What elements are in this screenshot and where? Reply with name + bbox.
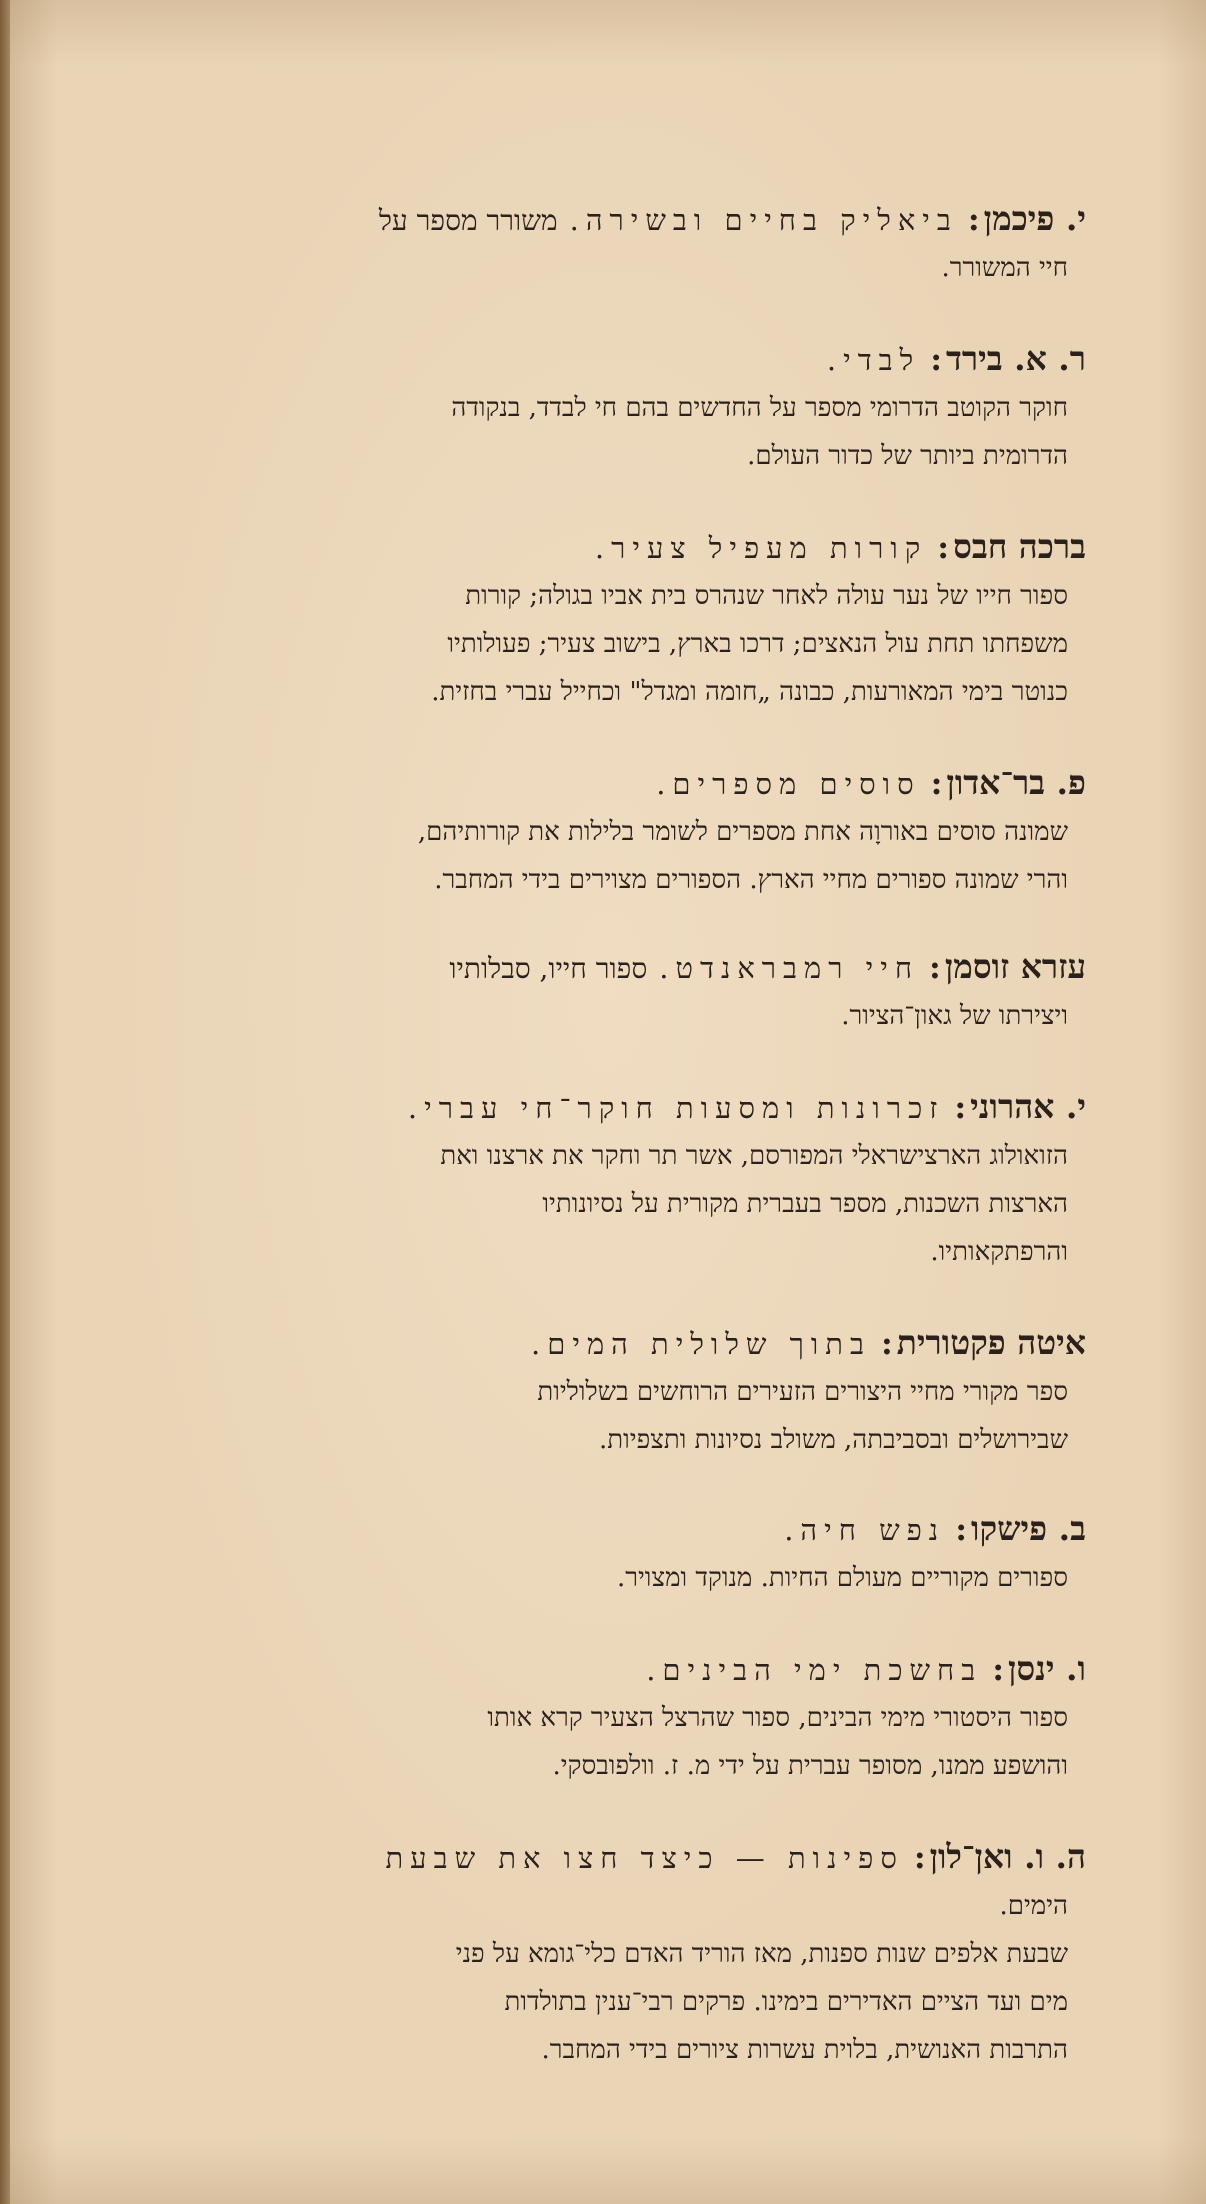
description-line: כנוטר בימי המאורעות, כבונה „חומה ומגדל" וכחייל עברי בחזית. (431, 677, 1068, 707)
catalog-list (150, 196, 1086, 2074)
entry-title: בחשכת ימי הבינים. (646, 1653, 983, 1687)
entry-description-start: משורר מספר על (378, 204, 558, 237)
entry-heading (150, 336, 1086, 384)
entry-title: ספינות — כיצד חצו את שבעת (385, 1841, 904, 1875)
entry-description (150, 1882, 1086, 2074)
entry-title: קורות מעפיל צעיר. (594, 531, 928, 565)
author-title-separator: : (880, 1324, 893, 1362)
description-line: חוקר הקוטב הדרומי מספר על החדשים בהם חי לבדד, בנקודה (451, 393, 1068, 423)
description-line: מים ועד הציים האדירים בימינו. פרקים רבי־ענין בתולדות (504, 1987, 1068, 2017)
description-line: ספורים מקוריים מעולם החיות. מנוקד ומצויר. (616, 1563, 1068, 1593)
author-title-separator: : (930, 340, 942, 378)
entry-author: ה. ו. ואן־לון (929, 1837, 1086, 1876)
catalog-entry (150, 1646, 1086, 1790)
author-title-separator: : (967, 200, 980, 238)
description-line: והרפתקאותיו. (930, 1237, 1068, 1267)
entry-heading (150, 1084, 1086, 1132)
entry-title: נפש חיה. (784, 1513, 946, 1547)
catalog-entry (150, 1506, 1086, 1602)
description-line: ספור חייו של נער עולה לאחר שנהרס בית אביו בגולה; קורות (465, 581, 1068, 611)
author-title-separator: : (929, 948, 941, 986)
description-line: הימים. (999, 1891, 1068, 1921)
entry-description (150, 244, 1086, 292)
entry-title: זכרונות ומסעות חוקר־חי עברי. (407, 1091, 945, 1125)
entry-heading (150, 196, 1086, 244)
entry-heading (150, 524, 1086, 572)
description-line: משפחתו תחת עול הנאצים; דרכו בארץ, בישוב צעיר; פעולותיו (447, 629, 1068, 659)
entry-description (150, 572, 1086, 716)
catalog-entry (150, 196, 1086, 292)
entry-description (150, 1694, 1086, 1790)
entry-description (150, 992, 1086, 1040)
author-title-separator: : (913, 1838, 926, 1876)
entry-author: עזרא זוסמן (944, 947, 1086, 986)
author-title-separator: : (930, 764, 943, 802)
book-spine-edge (0, 0, 10, 2204)
entry-heading (150, 1320, 1086, 1368)
description-line: והרי שמונה ספורים מחיי הארץ. הספורים מצוירים בידי המחבר. (434, 865, 1068, 895)
entry-heading (150, 944, 1086, 992)
catalog-entry (150, 336, 1086, 480)
book-page (10, 0, 1206, 2204)
entry-heading (150, 1646, 1086, 1694)
description-line: שבירושלים ובסביבתה, משולב נסיונות ותצפיות. (599, 1425, 1068, 1455)
catalog-entry (150, 944, 1086, 1040)
author-title-separator: : (937, 528, 950, 566)
entry-description (150, 808, 1086, 904)
author-title-separator: : (992, 1650, 1004, 1688)
entry-description (150, 1368, 1086, 1464)
description-line: ספר מקורי מחיי היצורים הזעירים הרוחשים בשלוליות (537, 1377, 1068, 1407)
entry-author: איטה פקטורית (896, 1323, 1086, 1362)
description-line: ספור היסטורי מימי הבינים, ספור שהרצל הצעיר קרא אותו (487, 1703, 1068, 1733)
entry-description (150, 1132, 1086, 1276)
catalog-entry (150, 1084, 1086, 1276)
description-line: והושפע ממנו, מסופר עברית על ידי מ. ז. וולפובסקי. (552, 1751, 1068, 1781)
description-line: שמונה סוסים באורוָה אחת מספרים לשומר בלילות את קורותיהם, (417, 817, 1068, 847)
author-title-separator: : (955, 1510, 968, 1548)
catalog-entry (150, 760, 1086, 904)
description-line: הזואולוג הארצישראלי המפורסם, אשר תר וחקר את ארצנו ואת (440, 1141, 1068, 1171)
entry-heading (150, 1834, 1086, 1882)
catalog-entry (150, 1834, 1086, 2074)
entry-author: ר. א. בירד (946, 339, 1086, 378)
description-line: חיי המשורר. (941, 253, 1068, 283)
author-title-separator: : (954, 1088, 967, 1126)
entry-author: ו. ינסן (1008, 1649, 1086, 1688)
entry-author: ברכה חבס (953, 527, 1086, 566)
description-line: התרבות האנושית, בלוית עשרות ציורים בידי המחבר. (541, 2035, 1068, 2065)
catalog-entry (150, 524, 1086, 716)
entry-author: י. פיכמן (983, 199, 1086, 238)
description-line: שבעת אלפים שנות ספנות, מאז הוריד האדם כלי־גומא על פני (455, 1939, 1068, 1969)
description-line: הדרומית ביותר של כדור העולם. (747, 441, 1068, 471)
entry-description (150, 1554, 1086, 1602)
catalog-entry (150, 1320, 1086, 1464)
entry-author: י. אהרוני (970, 1087, 1086, 1126)
entry-title: בתוך שלולית המים. (531, 1327, 871, 1361)
entry-title: חיי רמבראנדט. (659, 951, 920, 985)
entry-title: לבדי. (826, 343, 921, 377)
entry-description-start: ספור חייו, סבלותיו (449, 952, 648, 985)
entry-title: ביאליק בחיים ובשירה. (569, 203, 958, 237)
entry-description (150, 384, 1086, 480)
entry-heading (150, 1506, 1086, 1554)
entry-title: סוסים מספרים. (656, 767, 921, 801)
entry-author: פ. בר־אדון (946, 763, 1086, 802)
entry-author: ב. פישקו (971, 1509, 1086, 1548)
description-line: הארצות השכנות, מספר בעברית מקורית על נסיונותיו (542, 1189, 1068, 1219)
entry-heading (150, 760, 1086, 808)
description-line: ויצירתו של גאון־הציור. (841, 1001, 1068, 1031)
